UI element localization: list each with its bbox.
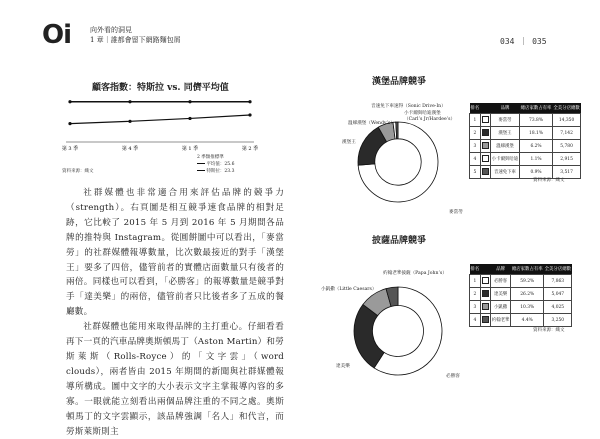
- rank-cell: 5: [470, 166, 481, 179]
- data-point: [128, 100, 131, 103]
- brand-cell: 音速免下車: [490, 166, 519, 179]
- table-header: 總店家數占有率: [511, 264, 544, 275]
- burger-donut-chart: [356, 120, 440, 204]
- rank-cell: 3: [470, 140, 481, 153]
- x-tick-label: 第 1 季: [181, 146, 199, 152]
- color-swatch-icon: [482, 168, 489, 175]
- data-point: [248, 113, 251, 116]
- stores-cell: 4,025: [544, 301, 572, 314]
- share-cell: 59.2%: [511, 275, 544, 288]
- rank-cell: 4: [470, 153, 481, 166]
- paragraph: 社群媒體也能用來取得品牌的主打重心。仔細看看再下一頁的汽車品牌奧斯頓馬丁（Aston Martin）和勞斯萊斯（Rolls-Royce）的「文字雲」（word clouds），兩者皆由 2015 年期間的新聞與社群媒體報導所構成。圖中文字的大小表示文字主掌報導內容的多寡。一眼就能立刻看出兩個品牌注重的不同之處。奧斯頓馬丁的文字雲顯示，該品牌強調「名人」和代言，而勞斯萊斯則主: [66, 322, 284, 437]
- rank-cell: 1: [470, 275, 481, 288]
- burger-table: [469, 103, 581, 179]
- brand-cell: 麥當勞: [490, 114, 519, 127]
- label-carls: [404, 111, 456, 122]
- share-cell: 73.8%: [520, 114, 553, 127]
- table-header: 總店家數占有率: [520, 103, 553, 114]
- stores-cell: 2,915: [552, 153, 580, 166]
- label-sonic: 音速免下車速得（Sonic Drive-In）: [371, 104, 446, 109]
- share-cell: 18.1%: [520, 127, 553, 140]
- stores-cell: 5,780: [552, 140, 580, 153]
- legend-label: 特斯拉：23.3: [206, 169, 235, 174]
- share-cell: 10.3%: [511, 301, 544, 314]
- pizza-source: 資料來源：織文: [533, 328, 565, 333]
- brand-cell: 必勝客: [490, 275, 511, 288]
- pizza-title: 披薩品牌競爭: [372, 236, 427, 246]
- table-row: [470, 314, 572, 327]
- data-point: [188, 100, 191, 103]
- label-papa: 約翰老爹披薩（Papa John’s）: [383, 271, 447, 276]
- stores-cell: 3,250: [544, 314, 572, 327]
- brand-cell: 溫娣漢堡: [490, 140, 519, 153]
- brand-cell: 小凱撒: [490, 301, 511, 314]
- swatch-cell: [480, 153, 490, 166]
- table-header: 品牌: [490, 264, 511, 275]
- burger-source: 資料來源：織文: [533, 178, 565, 183]
- color-swatch-icon: [482, 303, 489, 310]
- rank-cell: 2: [470, 288, 481, 301]
- body-text: [66, 186, 284, 439]
- left-chart-source: 資料來源：織文: [62, 169, 94, 174]
- left-chart: [62, 80, 262, 180]
- book-title: 向外看的洞見: [90, 26, 132, 34]
- share-cell: 26.2%: [511, 288, 544, 301]
- legend-item-tesla: [197, 168, 234, 175]
- swatch-cell: [480, 166, 490, 179]
- stores-cell: 7,863: [544, 275, 572, 288]
- rank-cell: 2: [470, 127, 481, 140]
- stores-cell: 5,047: [544, 288, 572, 301]
- brand-cell: 漢堡王: [490, 127, 519, 140]
- share-cell: 0.9%: [520, 166, 553, 179]
- tesla-line: [70, 115, 250, 124]
- rank-cell: 4: [470, 314, 481, 327]
- legend-label: 平均值：25.6: [206, 162, 235, 167]
- rank-cell: 1: [470, 114, 481, 127]
- table-row: [470, 275, 572, 288]
- swatch-cell: [480, 314, 490, 327]
- data-point: [128, 120, 131, 123]
- color-swatch-icon: [482, 316, 489, 323]
- label-pizzahut: 必勝客: [446, 374, 460, 379]
- x-tick-label: 第 2 季: [241, 146, 259, 152]
- label-mcd: 麥當勞: [449, 210, 463, 215]
- color-swatch-icon: [482, 290, 489, 297]
- label-bk: 漢堡王: [342, 140, 356, 145]
- chapter-heading: [90, 25, 181, 45]
- table-row: [470, 288, 572, 301]
- table-header: [480, 103, 490, 114]
- color-swatch-icon: [482, 277, 489, 284]
- left-chart-legend: [197, 154, 234, 175]
- brand-cell: 達美樂: [490, 288, 511, 301]
- data-point: [188, 117, 191, 120]
- share-cell: 1.1%: [520, 153, 553, 166]
- color-swatch-icon: [482, 116, 489, 123]
- color-swatch-icon: [482, 129, 489, 136]
- pizza-table: [469, 264, 572, 327]
- brand-cell: 小卡爾與哈迪: [490, 153, 519, 166]
- stores-cell: 14,350: [552, 114, 580, 127]
- legend-line-icon: [197, 170, 205, 171]
- left-chart-title: 顧客指數：特斯拉 vs. 同儕平均值: [92, 83, 229, 93]
- table-row: [470, 127, 581, 140]
- legend-title: 2 季類推標準: [197, 155, 224, 160]
- table-row: [470, 153, 581, 166]
- swatch-cell: [480, 127, 490, 140]
- swatch-cell: [480, 140, 490, 153]
- legend-item-average: [197, 161, 234, 168]
- label-carls-text: 小卡爾與哈迪漢堡（Carl’s Jr/Hardee’s）: [404, 111, 456, 122]
- color-swatch-icon: [482, 142, 489, 149]
- data-point: [68, 122, 71, 125]
- swatch-cell: [480, 288, 490, 301]
- pizza-donut-chart: [352, 285, 444, 377]
- label-wendys: 溫娣漢堡（Wendy’s）: [348, 121, 395, 126]
- burger-title: 漢堡品牌競爭: [372, 77, 427, 87]
- table-row: [470, 140, 581, 153]
- label-little: 小凱撒（Little Caesars）: [321, 287, 377, 292]
- label-dominos: 達美樂: [336, 364, 350, 369]
- x-tick-label: 第 3 季: [62, 146, 79, 152]
- brand-cell: 約翰老爹: [490, 314, 511, 327]
- table-header: 全美分店總數: [552, 103, 580, 114]
- share-cell: 6.2%: [520, 140, 553, 153]
- share-cell: 4.4%: [511, 314, 544, 327]
- color-swatch-icon: [482, 155, 489, 162]
- swatch-cell: [480, 275, 490, 288]
- stores-cell: 3,517: [552, 166, 580, 179]
- data-point: [68, 100, 71, 103]
- swatch-cell: [480, 114, 490, 127]
- table-header: 排名: [470, 103, 481, 114]
- rank-cell: 3: [470, 301, 481, 314]
- swatch-cell: [480, 301, 490, 314]
- pie-slice: [354, 304, 384, 368]
- data-point: [248, 100, 251, 103]
- table-header: 排名: [470, 264, 481, 275]
- book-logo: Oi: [42, 20, 72, 50]
- table-header: 品牌: [490, 103, 519, 114]
- chapter-title: 1 章｜誰都會留下網路麵包屑: [90, 36, 181, 44]
- table-header: 全美分店總數: [544, 264, 572, 275]
- table-header: [480, 264, 490, 275]
- paragraph: 社群媒體也非常適合用來評估品牌的競爭力（strength）。右頁圖是相互競爭速食品牌的相對足跡，它比較了 2015 年 5 月到 2016 年 5 月期間各品牌的推特與 Instagram。從圓餅圖中可以看出，「麥當勞」的社群媒體報導數量，比次數最接近的對手「漢堡王」要多了四倍，儘管前者的實體店面數量只有後者的兩倍。同樣也可以看到，「必勝客」的報導數量是競爭對手「達美樂」的兩倍，儘管前者只比後者多了五成的餐廳數。: [66, 188, 284, 318]
- x-tick-label: 第 4 季: [121, 146, 139, 152]
- table-row: [470, 301, 572, 314]
- table-row: [470, 114, 581, 127]
- page-numbers: 034 ｜ 035: [500, 37, 547, 46]
- stores-cell: 7,142: [552, 127, 580, 140]
- legend-line-icon: [197, 163, 205, 164]
